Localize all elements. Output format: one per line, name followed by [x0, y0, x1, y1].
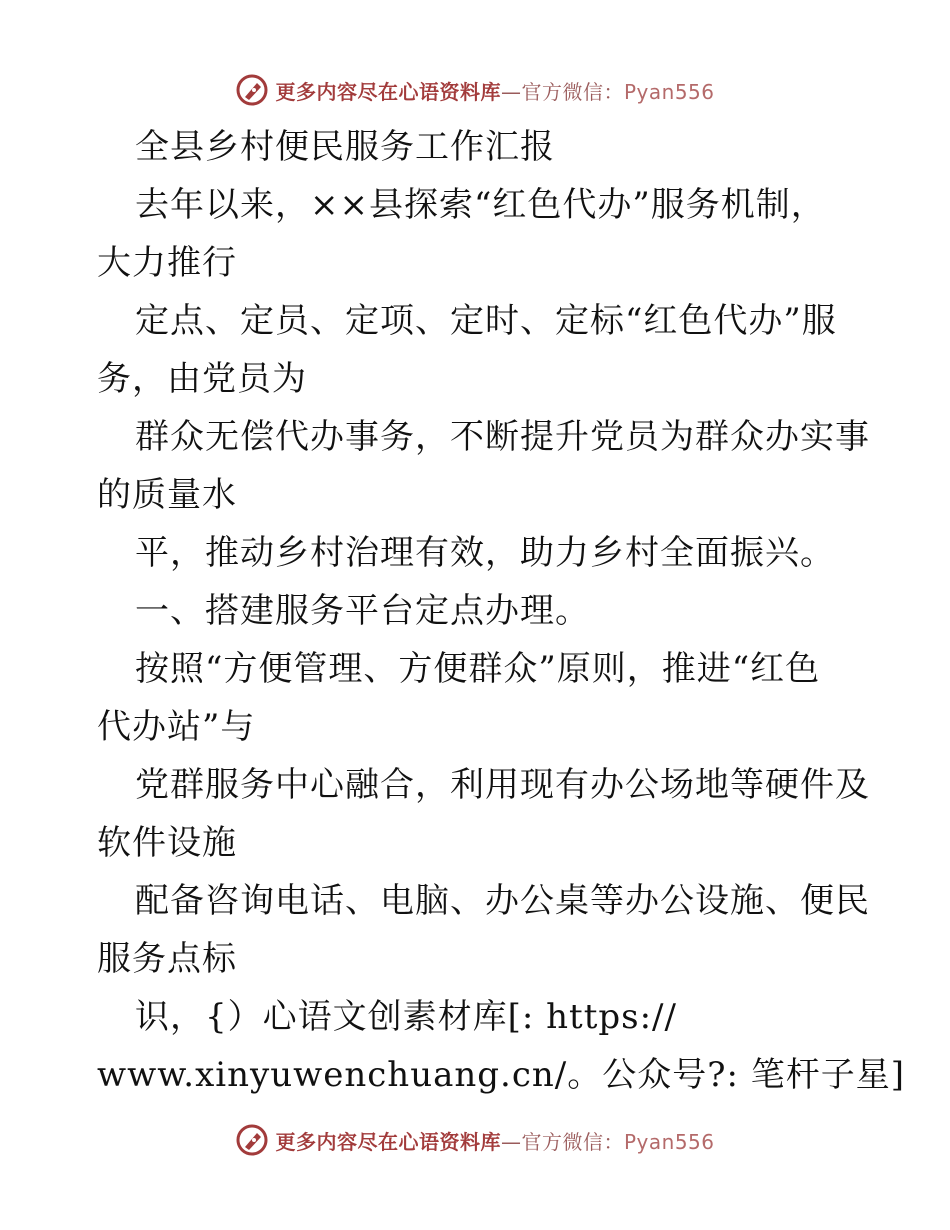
text-line: 党群服务中心融合，利用现有办公场地等硬件及 — [135, 765, 870, 805]
watermark-suffix-text: 官方微信： — [521, 1129, 624, 1154]
pen-nib-logo-icon — [235, 73, 269, 107]
text-line: 定点、定员、定项、定时、定标“红色代办”服 — [135, 301, 837, 341]
watermark-text — [275, 1126, 714, 1155]
watermark-suffix-text: 官方微信： — [521, 79, 624, 104]
text-line: 按照“方便管理、方便群众”原则，推进“红色 — [135, 649, 821, 689]
watermark-account: Pyan556 — [623, 79, 715, 104]
watermark-account: Pyan556 — [623, 1129, 715, 1154]
text-line: 大力推行 — [97, 243, 237, 283]
document-body — [97, 118, 905, 1104]
document-title: 全县乡村便民服务工作汇报 — [135, 127, 555, 167]
footer-watermark-banner — [0, 1120, 950, 1160]
text-line: 务，由党员为 — [97, 359, 307, 399]
section-heading: 一、搭建服务平台定点办理。 — [135, 591, 590, 631]
text-line: 去年以来，××县探索“红色代办”服务机制， — [135, 185, 826, 225]
watermark-text — [275, 76, 714, 105]
watermark-separator: — — [500, 1129, 522, 1154]
text-line: 服务点标 — [97, 939, 237, 979]
text-line: 识，{）心语文创素材库[: https:// — [135, 997, 677, 1037]
text-line: 代办站”与 — [97, 707, 256, 747]
watermark-main-text: 更多内容尽在心语资料库 — [275, 1129, 501, 1154]
text-line: 软件设施 — [97, 823, 237, 863]
text-line: 的质量水 — [97, 475, 237, 515]
header-watermark-banner — [0, 70, 950, 110]
text-line: 配备咨询电话、电脑、办公桌等办公设施、便民 — [135, 881, 870, 921]
watermark-separator: — — [500, 79, 522, 104]
text-line: www.xinyuwenchuang.cn/。公众号?: 笔杆子星] — [97, 1055, 905, 1095]
watermark-main-text: 更多内容尽在心语资料库 — [275, 79, 501, 104]
text-line: 平，推动乡村治理有效，助力乡村全面振兴。 — [135, 533, 835, 573]
text-line: 群众无偿代办事务，不断提升党员为群众办实事 — [135, 417, 870, 457]
pen-nib-logo-icon — [235, 1123, 269, 1157]
